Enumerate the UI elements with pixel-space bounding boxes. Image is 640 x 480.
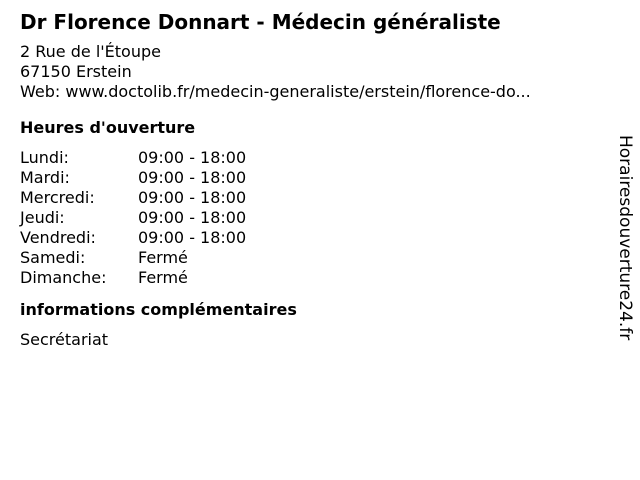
hours-row-samedi bbox=[20, 248, 600, 268]
hours-value: 09:00 - 18:00 bbox=[138, 188, 247, 207]
site-watermark: Horairesdouverture24.fr bbox=[615, 135, 635, 341]
address-city: 67150 Erstein bbox=[20, 62, 132, 81]
additional-info-text: Secrétariat bbox=[20, 330, 109, 349]
day-label: Lundi: bbox=[20, 148, 69, 167]
hours-value: 09:00 - 18:00 bbox=[138, 228, 247, 247]
page-title: Dr Florence Donnart - Médecin généraliste bbox=[20, 10, 501, 34]
day-label: Jeudi: bbox=[20, 208, 65, 227]
hours-row-vendredi bbox=[20, 228, 600, 248]
hours-row-mardi bbox=[20, 168, 600, 188]
day-label: Vendredi: bbox=[20, 228, 96, 247]
address-block bbox=[20, 42, 600, 102]
hours-row-jeudi bbox=[20, 208, 600, 228]
day-label: Mercredi: bbox=[20, 188, 95, 207]
hours-row-dimanche bbox=[20, 268, 600, 288]
hours-value: Fermé bbox=[138, 268, 188, 287]
opening-hours-table bbox=[20, 148, 600, 288]
hours-value: 09:00 - 18:00 bbox=[138, 208, 247, 227]
day-label: Mardi: bbox=[20, 168, 70, 187]
website-link[interactable]: Web: www.doctolib.fr/medecin-generaliste/erstein/florence-do... bbox=[20, 82, 531, 101]
opening-hours-heading: Heures d'ouverture bbox=[20, 118, 196, 137]
listing-card bbox=[20, 8, 600, 350]
day-label: Dimanche: bbox=[20, 268, 107, 287]
hours-row-lundi bbox=[20, 148, 600, 168]
hours-value: Fermé bbox=[138, 248, 188, 267]
additional-info-heading: informations complémentaires bbox=[20, 300, 297, 319]
day-label: Samedi: bbox=[20, 248, 86, 267]
hours-value: 09:00 - 18:00 bbox=[138, 168, 247, 187]
address-street: 2 Rue de l'Étoupe bbox=[20, 42, 161, 61]
hours-row-mercredi bbox=[20, 188, 600, 208]
hours-value: 09:00 - 18:00 bbox=[138, 148, 247, 167]
